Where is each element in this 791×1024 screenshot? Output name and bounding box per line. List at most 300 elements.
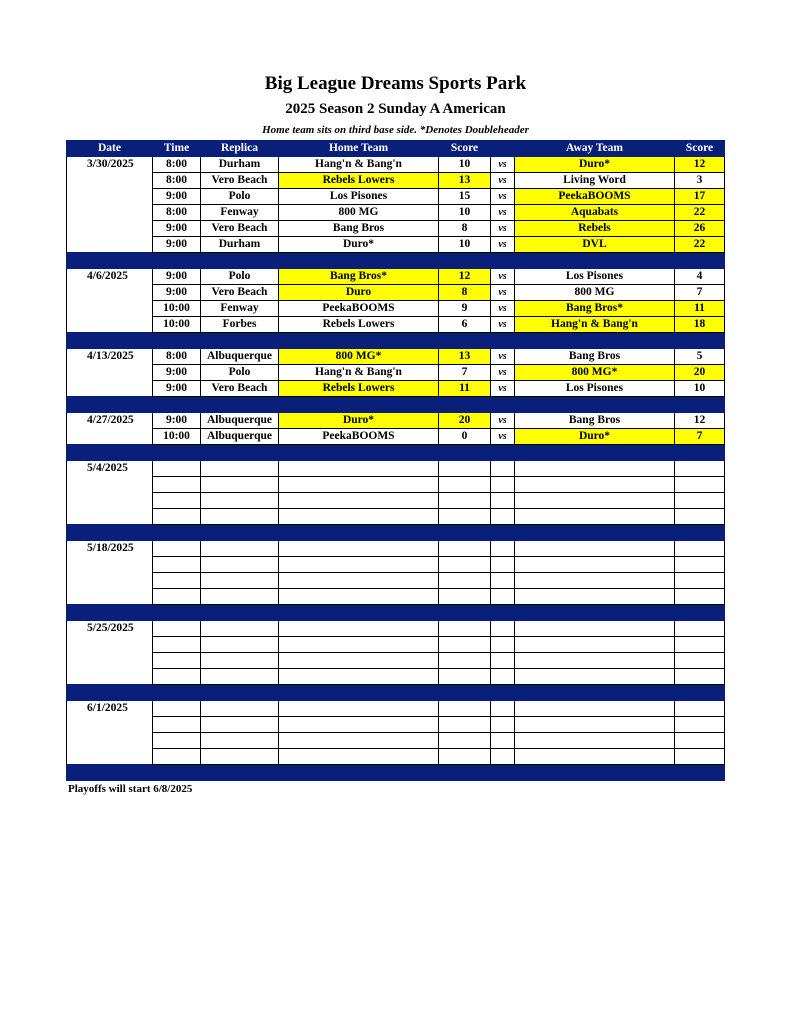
time-cell bbox=[153, 461, 201, 477]
vs-cell: vs bbox=[491, 429, 515, 445]
home-score-cell bbox=[439, 461, 491, 477]
away-team-cell bbox=[515, 621, 675, 637]
time-cell: 9:00 bbox=[153, 365, 201, 381]
home-score-cell: 13 bbox=[439, 349, 491, 365]
table-row bbox=[67, 717, 725, 733]
date-cell: 4/6/2025 bbox=[67, 269, 153, 285]
replica-cell bbox=[201, 701, 279, 717]
time-cell: 8:00 bbox=[153, 157, 201, 173]
away-score-cell: 4 bbox=[675, 269, 725, 285]
replica-cell bbox=[201, 589, 279, 605]
time-cell bbox=[153, 621, 201, 637]
home-score-cell: 10 bbox=[439, 237, 491, 253]
replica-cell bbox=[201, 637, 279, 653]
table-row bbox=[67, 317, 725, 333]
home-team-cell: Los Pisones bbox=[279, 189, 439, 205]
vs-cell: vs bbox=[491, 173, 515, 189]
away-score-cell: 18 bbox=[675, 317, 725, 333]
away-team-cell: Duro* bbox=[515, 429, 675, 445]
home-score-cell bbox=[439, 733, 491, 749]
home-score-cell: 10 bbox=[439, 205, 491, 221]
table-row bbox=[67, 221, 725, 237]
replica-cell bbox=[201, 653, 279, 669]
replica-cell: Vero Beach bbox=[201, 173, 279, 189]
date-cell: 4/13/2025 bbox=[67, 349, 153, 365]
replica-cell: Durham bbox=[201, 237, 279, 253]
away-team-cell bbox=[515, 589, 675, 605]
replica-cell bbox=[201, 509, 279, 525]
home-score-cell: 15 bbox=[439, 189, 491, 205]
home-score-cell bbox=[439, 749, 491, 765]
table-row bbox=[67, 381, 725, 397]
away-team-cell bbox=[515, 733, 675, 749]
away-team-cell bbox=[515, 701, 675, 717]
away-team-cell bbox=[515, 653, 675, 669]
home-score-cell bbox=[439, 621, 491, 637]
vs-cell: vs bbox=[491, 413, 515, 429]
home-score-cell: 6 bbox=[439, 317, 491, 333]
date-cell bbox=[67, 637, 153, 653]
replica-cell: Polo bbox=[201, 365, 279, 381]
col-header-home-team: Home Team bbox=[279, 141, 439, 157]
table-row bbox=[67, 173, 725, 189]
away-team-cell: DVL bbox=[515, 237, 675, 253]
away-score-cell: 12 bbox=[675, 157, 725, 173]
time-cell bbox=[153, 701, 201, 717]
date-cell bbox=[67, 221, 153, 237]
home-team-cell bbox=[279, 653, 439, 669]
away-score-cell bbox=[675, 637, 725, 653]
table-row bbox=[67, 557, 725, 573]
away-team-cell: 800 MG* bbox=[515, 365, 675, 381]
date-cell bbox=[67, 717, 153, 733]
time-cell: 9:00 bbox=[153, 221, 201, 237]
away-team-cell bbox=[515, 493, 675, 509]
vs-cell: vs bbox=[491, 237, 515, 253]
home-team-cell bbox=[279, 749, 439, 765]
replica-cell bbox=[201, 669, 279, 685]
vs-cell bbox=[491, 541, 515, 557]
date-cell bbox=[67, 749, 153, 765]
home-team-cell: Hang'n & Bang'n bbox=[279, 365, 439, 381]
home-team-cell: Rebels Lowers bbox=[279, 317, 439, 333]
away-team-cell: Bang Bros bbox=[515, 349, 675, 365]
table-row bbox=[67, 653, 725, 669]
home-team-cell: Rebels Lowers bbox=[279, 381, 439, 397]
date-cell bbox=[67, 365, 153, 381]
table-header-row bbox=[67, 141, 725, 157]
replica-cell bbox=[201, 461, 279, 477]
date-cell bbox=[67, 205, 153, 221]
vs-cell: vs bbox=[491, 349, 515, 365]
home-score-cell: 10 bbox=[439, 157, 491, 173]
time-cell: 9:00 bbox=[153, 285, 201, 301]
away-team-cell bbox=[515, 557, 675, 573]
col-header-away-team: Away Team bbox=[515, 141, 675, 157]
date-cell bbox=[67, 733, 153, 749]
away-score-cell bbox=[675, 461, 725, 477]
vs-cell: vs bbox=[491, 221, 515, 237]
table-row bbox=[67, 733, 725, 749]
schedule-table bbox=[66, 140, 725, 781]
home-team-cell bbox=[279, 589, 439, 605]
date-cell: 6/1/2025 bbox=[67, 701, 153, 717]
home-team-cell: PeekaBOOMS bbox=[279, 301, 439, 317]
table-row bbox=[67, 621, 725, 637]
week-separator bbox=[67, 397, 725, 413]
week-separator bbox=[67, 605, 725, 621]
home-score-cell bbox=[439, 509, 491, 525]
time-cell: 9:00 bbox=[153, 189, 201, 205]
time-cell: 10:00 bbox=[153, 429, 201, 445]
away-team-cell: Bang Bros* bbox=[515, 301, 675, 317]
col-header-away-score: Score bbox=[675, 141, 725, 157]
away-score-cell: 10 bbox=[675, 381, 725, 397]
home-score-cell bbox=[439, 477, 491, 493]
page-title: Big League Dreams Sports Park bbox=[264, 73, 527, 94]
home-team-cell bbox=[279, 669, 439, 685]
vs-cell: vs bbox=[491, 189, 515, 205]
away-score-cell: 26 bbox=[675, 221, 725, 237]
home-team-cell: 800 MG bbox=[279, 205, 439, 221]
home-score-cell bbox=[439, 589, 491, 605]
table-row bbox=[67, 701, 725, 717]
home-team-cell: Duro bbox=[279, 285, 439, 301]
vs-cell: vs bbox=[491, 205, 515, 221]
time-cell bbox=[153, 637, 201, 653]
time-cell bbox=[153, 557, 201, 573]
date-cell bbox=[67, 317, 153, 333]
week-separator bbox=[67, 685, 725, 701]
vs-cell bbox=[491, 573, 515, 589]
separator-bar bbox=[67, 397, 725, 413]
home-team-cell bbox=[279, 573, 439, 589]
table-row bbox=[67, 285, 725, 301]
home-score-cell bbox=[439, 653, 491, 669]
vs-cell bbox=[491, 509, 515, 525]
table-row bbox=[67, 637, 725, 653]
away-score-cell bbox=[675, 669, 725, 685]
vs-cell bbox=[491, 733, 515, 749]
home-team-cell bbox=[279, 733, 439, 749]
separator-bar bbox=[67, 445, 725, 461]
away-score-cell bbox=[675, 477, 725, 493]
time-cell: 8:00 bbox=[153, 349, 201, 365]
separator-bar bbox=[67, 605, 725, 621]
away-score-cell bbox=[675, 557, 725, 573]
home-score-cell: 11 bbox=[439, 381, 491, 397]
time-cell: 8:00 bbox=[153, 173, 201, 189]
col-header-home-score: Score bbox=[439, 141, 491, 157]
time-cell bbox=[153, 717, 201, 733]
table-row bbox=[67, 413, 725, 429]
home-team-cell: Rebels Lowers bbox=[279, 173, 439, 189]
away-score-cell: 7 bbox=[675, 285, 725, 301]
time-cell bbox=[153, 749, 201, 765]
home-team-cell: 800 MG* bbox=[279, 349, 439, 365]
away-team-cell bbox=[515, 509, 675, 525]
separator-bar bbox=[67, 525, 725, 541]
date-cell bbox=[67, 381, 153, 397]
away-score-cell bbox=[675, 493, 725, 509]
home-score-cell bbox=[439, 701, 491, 717]
home-score-cell bbox=[439, 669, 491, 685]
replica-cell: Polo bbox=[201, 189, 279, 205]
replica-cell bbox=[201, 733, 279, 749]
away-team-cell bbox=[515, 717, 675, 733]
home-team-cell: Hang'n & Bang'n bbox=[279, 157, 439, 173]
date-cell bbox=[67, 301, 153, 317]
away-score-cell: 20 bbox=[675, 365, 725, 381]
home-team-cell bbox=[279, 637, 439, 653]
replica-cell bbox=[201, 477, 279, 493]
separator-bar bbox=[67, 333, 725, 349]
home-team-cell: Bang Bros bbox=[279, 221, 439, 237]
away-team-cell bbox=[515, 461, 675, 477]
replica-cell: Vero Beach bbox=[201, 381, 279, 397]
date-cell: 5/18/2025 bbox=[67, 541, 153, 557]
table-row bbox=[67, 189, 725, 205]
table-row bbox=[67, 493, 725, 509]
vs-cell bbox=[491, 749, 515, 765]
time-cell: 9:00 bbox=[153, 413, 201, 429]
away-team-cell: Los Pisones bbox=[515, 269, 675, 285]
replica-cell: Albuquerque bbox=[201, 413, 279, 429]
table-row bbox=[67, 205, 725, 221]
time-cell: 10:00 bbox=[153, 301, 201, 317]
time-cell bbox=[153, 477, 201, 493]
table-row bbox=[67, 541, 725, 557]
away-team-cell: Los Pisones bbox=[515, 381, 675, 397]
away-team-cell bbox=[515, 669, 675, 685]
table-row bbox=[67, 349, 725, 365]
home-score-cell: 9 bbox=[439, 301, 491, 317]
date-cell bbox=[67, 173, 153, 189]
time-cell bbox=[153, 509, 201, 525]
separator-bar bbox=[67, 253, 725, 269]
away-team-cell: Duro* bbox=[515, 157, 675, 173]
replica-cell: Polo bbox=[201, 269, 279, 285]
separator-bar bbox=[67, 685, 725, 701]
time-cell: 8:00 bbox=[153, 205, 201, 221]
home-score-cell: 13 bbox=[439, 173, 491, 189]
away-score-cell: 7 bbox=[675, 429, 725, 445]
home-score-cell bbox=[439, 573, 491, 589]
date-cell bbox=[67, 589, 153, 605]
date-cell bbox=[67, 285, 153, 301]
away-score-cell bbox=[675, 701, 725, 717]
away-score-cell: 22 bbox=[675, 237, 725, 253]
vs-cell bbox=[491, 493, 515, 509]
time-cell: 9:00 bbox=[153, 269, 201, 285]
vs-cell: vs bbox=[491, 381, 515, 397]
home-team-cell bbox=[279, 493, 439, 509]
date-cell bbox=[67, 573, 153, 589]
table-row bbox=[67, 589, 725, 605]
away-team-cell bbox=[515, 573, 675, 589]
away-team-cell: Living Word bbox=[515, 173, 675, 189]
vs-cell bbox=[491, 669, 515, 685]
replica-cell bbox=[201, 557, 279, 573]
vs-cell bbox=[491, 621, 515, 637]
vs-cell: vs bbox=[491, 317, 515, 333]
week-separator bbox=[67, 765, 725, 781]
date-cell bbox=[67, 557, 153, 573]
replica-cell: Forbes bbox=[201, 317, 279, 333]
replica-cell bbox=[201, 749, 279, 765]
away-score-cell bbox=[675, 653, 725, 669]
home-team-cell: Duro* bbox=[279, 237, 439, 253]
home-score-cell bbox=[439, 717, 491, 733]
away-team-cell: 800 MG bbox=[515, 285, 675, 301]
col-header-vs bbox=[491, 141, 515, 157]
away-score-cell bbox=[675, 733, 725, 749]
time-cell bbox=[153, 493, 201, 509]
home-team-cell: Duro* bbox=[279, 413, 439, 429]
vs-cell bbox=[491, 477, 515, 493]
separator-bar bbox=[67, 765, 725, 781]
table-row bbox=[67, 301, 725, 317]
time-cell bbox=[153, 653, 201, 669]
date-cell: 4/27/2025 bbox=[67, 413, 153, 429]
home-score-cell: 0 bbox=[439, 429, 491, 445]
date-cell bbox=[67, 493, 153, 509]
date-cell bbox=[67, 189, 153, 205]
replica-cell bbox=[201, 621, 279, 637]
vs-cell: vs bbox=[491, 285, 515, 301]
vs-cell: vs bbox=[491, 269, 515, 285]
time-cell bbox=[153, 541, 201, 557]
date-cell: 5/4/2025 bbox=[67, 461, 153, 477]
time-cell: 9:00 bbox=[153, 381, 201, 397]
table-row bbox=[67, 461, 725, 477]
replica-cell: Albuquerque bbox=[201, 349, 279, 365]
home-team-cell bbox=[279, 701, 439, 717]
away-score-cell bbox=[675, 749, 725, 765]
time-cell bbox=[153, 573, 201, 589]
time-cell: 10:00 bbox=[153, 317, 201, 333]
date-cell bbox=[67, 429, 153, 445]
replica-cell bbox=[201, 493, 279, 509]
away-score-cell bbox=[675, 541, 725, 557]
vs-cell bbox=[491, 589, 515, 605]
date-cell: 3/30/2025 bbox=[67, 157, 153, 173]
replica-cell: Vero Beach bbox=[201, 285, 279, 301]
replica-cell: Fenway bbox=[201, 301, 279, 317]
week-separator bbox=[67, 333, 725, 349]
vs-cell bbox=[491, 717, 515, 733]
vs-cell bbox=[491, 461, 515, 477]
vs-cell bbox=[491, 701, 515, 717]
date-cell bbox=[67, 653, 153, 669]
home-score-cell: 20 bbox=[439, 413, 491, 429]
home-score-cell bbox=[439, 637, 491, 653]
home-team-cell bbox=[279, 461, 439, 477]
date-cell bbox=[67, 237, 153, 253]
home-team-cell bbox=[279, 541, 439, 557]
away-score-cell bbox=[675, 509, 725, 525]
home-team-cell bbox=[279, 621, 439, 637]
replica-cell: Durham bbox=[201, 157, 279, 173]
playoffs-note: Playoffs will start 6/8/2025 bbox=[68, 783, 193, 795]
home-team-cell: PeekaBOOMS bbox=[279, 429, 439, 445]
vs-cell bbox=[491, 653, 515, 669]
home-team-cell: Bang Bros* bbox=[279, 269, 439, 285]
away-team-cell: Aquabats bbox=[515, 205, 675, 221]
col-header-date: Date bbox=[67, 141, 153, 157]
table-row bbox=[67, 749, 725, 765]
away-score-cell bbox=[675, 717, 725, 733]
away-score-cell bbox=[675, 621, 725, 637]
vs-cell: vs bbox=[491, 301, 515, 317]
away-team-cell bbox=[515, 541, 675, 557]
date-cell bbox=[67, 477, 153, 493]
page-subtitle: 2025 Season 2 Sunday A American bbox=[285, 101, 506, 117]
table-row bbox=[67, 269, 725, 285]
away-score-cell: 17 bbox=[675, 189, 725, 205]
doubleheader-note: Home team sits on third base side. *Denotes Doubleheader bbox=[262, 124, 529, 136]
home-team-cell bbox=[279, 509, 439, 525]
away-score-cell: 3 bbox=[675, 173, 725, 189]
away-team-cell: Bang Bros bbox=[515, 413, 675, 429]
away-score-cell: 11 bbox=[675, 301, 725, 317]
home-score-cell: 12 bbox=[439, 269, 491, 285]
replica-cell bbox=[201, 541, 279, 557]
date-cell bbox=[67, 509, 153, 525]
vs-cell bbox=[491, 637, 515, 653]
away-team-cell: Rebels bbox=[515, 221, 675, 237]
vs-cell: vs bbox=[491, 157, 515, 173]
home-score-cell: 8 bbox=[439, 285, 491, 301]
replica-cell bbox=[201, 717, 279, 733]
table-row bbox=[67, 509, 725, 525]
home-score-cell: 7 bbox=[439, 365, 491, 381]
time-cell bbox=[153, 669, 201, 685]
home-score-cell bbox=[439, 557, 491, 573]
home-team-cell bbox=[279, 717, 439, 733]
replica-cell bbox=[201, 573, 279, 589]
away-score-cell bbox=[675, 589, 725, 605]
away-score-cell bbox=[675, 573, 725, 589]
away-team-cell: Hang'n & Bang'n bbox=[515, 317, 675, 333]
time-cell: 9:00 bbox=[153, 237, 201, 253]
away-team-cell bbox=[515, 637, 675, 653]
week-separator bbox=[67, 445, 725, 461]
away-score-cell: 22 bbox=[675, 205, 725, 221]
home-team-cell bbox=[279, 557, 439, 573]
table-row bbox=[67, 365, 725, 381]
replica-cell: Fenway bbox=[201, 205, 279, 221]
table-row bbox=[67, 477, 725, 493]
table-row bbox=[67, 237, 725, 253]
away-score-cell: 5 bbox=[675, 349, 725, 365]
table-row bbox=[67, 157, 725, 173]
col-header-replica: Replica bbox=[201, 141, 279, 157]
table-row bbox=[67, 573, 725, 589]
away-score-cell: 12 bbox=[675, 413, 725, 429]
date-cell bbox=[67, 669, 153, 685]
table-row bbox=[67, 669, 725, 685]
home-score-cell bbox=[439, 493, 491, 509]
week-separator bbox=[67, 253, 725, 269]
vs-cell: vs bbox=[491, 365, 515, 381]
time-cell bbox=[153, 589, 201, 605]
home-team-cell bbox=[279, 477, 439, 493]
week-separator bbox=[67, 525, 725, 541]
replica-cell: Vero Beach bbox=[201, 221, 279, 237]
home-score-cell bbox=[439, 541, 491, 557]
table-row bbox=[67, 429, 725, 445]
